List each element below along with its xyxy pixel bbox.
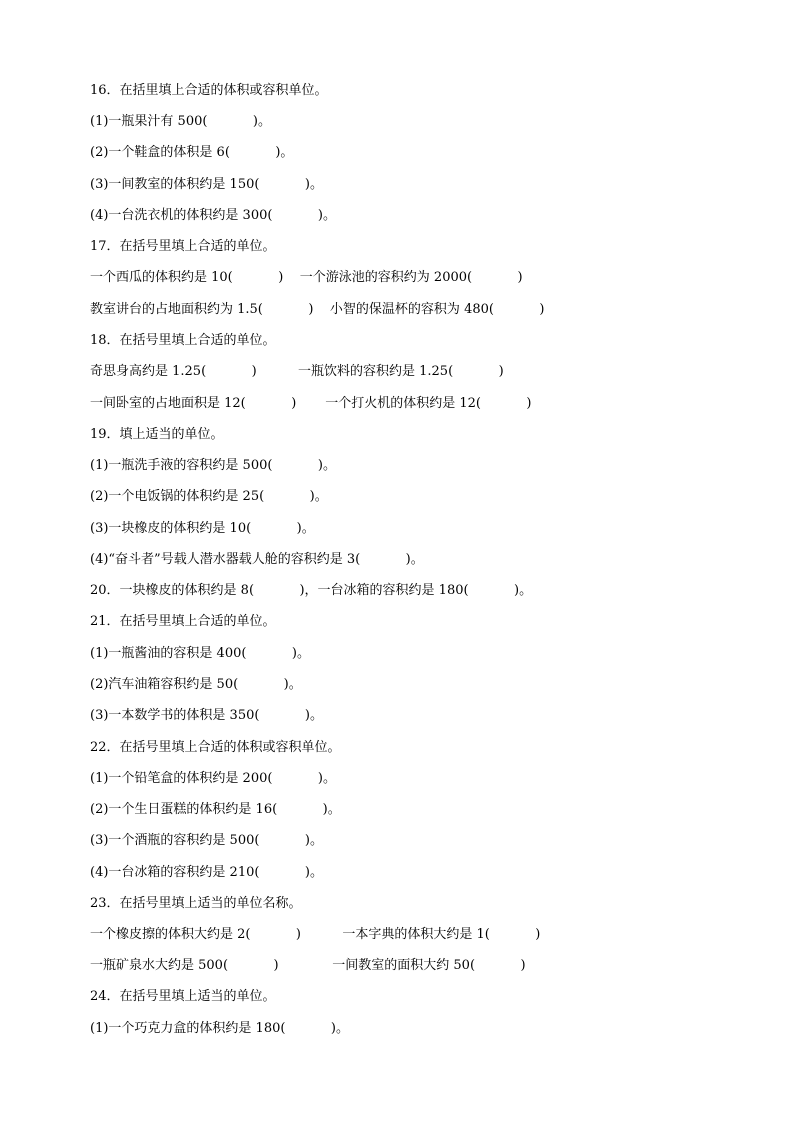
question-24-item-1: (1)一个巧克力盒的体积约是 180( )。 bbox=[90, 1021, 349, 1036]
question-21-item-2: (2)汽车油箱容积约是 50( )。 bbox=[90, 677, 302, 692]
question-16-item-4: (4)一台洗衣机的体积约是 300( )。 bbox=[90, 208, 336, 223]
question-19-item-3: (3)一块橡皮的体积约是 10( )。 bbox=[90, 521, 315, 536]
question-19-title: 19．填上适当的单位。 bbox=[90, 427, 224, 442]
question-24-title: 24．在括号里填上适当的单位。 bbox=[90, 989, 276, 1004]
question-17-row-2: 教室讲台的占地面积约为 1.5( ) 小智的保温杯的容积为 480( ) bbox=[90, 302, 545, 317]
question-18-row-1: 奇思身高约是 1.25( ) 一瓶饮料的容积约是 1.25( ) bbox=[90, 364, 504, 379]
question-19-item-1: (1)一瓶洗手液的容积约是 500( )。 bbox=[90, 458, 336, 473]
question-16-item-1: (1)一瓶果汁有 500( )。 bbox=[90, 114, 271, 129]
question-17-title: 17．在括号里填上合适的单位。 bbox=[90, 239, 276, 254]
question-16-title: 16．在括里填上合适的体积或容积单位。 bbox=[90, 83, 328, 98]
question-22-item-1: (1)一个铅笔盒的体积约是 200( )。 bbox=[90, 771, 336, 786]
question-21-item-1: (1)一瓶酱油的容积是 400( )。 bbox=[90, 646, 310, 661]
question-23-title: 23．在括号里填上适当的单位名称。 bbox=[90, 896, 302, 911]
question-19-item-2: (2)一个电饭锅的体积约是 25( )。 bbox=[90, 489, 328, 504]
question-16-item-3: (3)一间教室的体积约是 150( )。 bbox=[90, 177, 323, 192]
question-21-title: 21．在括号里填上合适的单位。 bbox=[90, 614, 276, 629]
question-16-item-2: (2)一个鞋盒的体积是 6( )。 bbox=[90, 145, 294, 160]
question-22-item-3: (3)一个酒瓶的容积约是 500( )。 bbox=[90, 833, 323, 848]
question-22-title: 22．在括号里填上合适的体积或容积单位。 bbox=[90, 740, 341, 755]
question-18-row-2: 一间卧室的占地面积是 12( ) 一个打火机的体积约是 12( ) bbox=[90, 396, 532, 411]
question-17-row-1: 一个西瓜的体积约是 10( ) 一个游泳池的容积约为 2000( ) bbox=[90, 270, 523, 285]
question-18-title: 18．在括号里填上合适的单位。 bbox=[90, 333, 276, 348]
question-22-item-2: (2)一个生日蛋糕的体积约是 16( )。 bbox=[90, 802, 341, 817]
question-20: 20．一块橡皮的体积约是 8( )，一台冰箱的容积约是 180( )。 bbox=[90, 583, 533, 598]
question-22-item-4: (4)一台冰箱的容积约是 210( )。 bbox=[90, 865, 323, 880]
question-21-item-3: (3)一本数学书的体积是 350( )。 bbox=[90, 708, 323, 723]
question-23-row-1: 一个橡皮擦的体积大约是 2( ) 一本字典的体积大约是 1( ) bbox=[90, 927, 541, 942]
question-19-item-4: (4)“奋斗者”号载人潜水器载人舱的容积约是 3( )。 bbox=[90, 552, 424, 567]
question-23-row-2: 一瓶矿泉水大约是 500( ) 一间教室的面积大约 50( ) bbox=[90, 958, 526, 973]
